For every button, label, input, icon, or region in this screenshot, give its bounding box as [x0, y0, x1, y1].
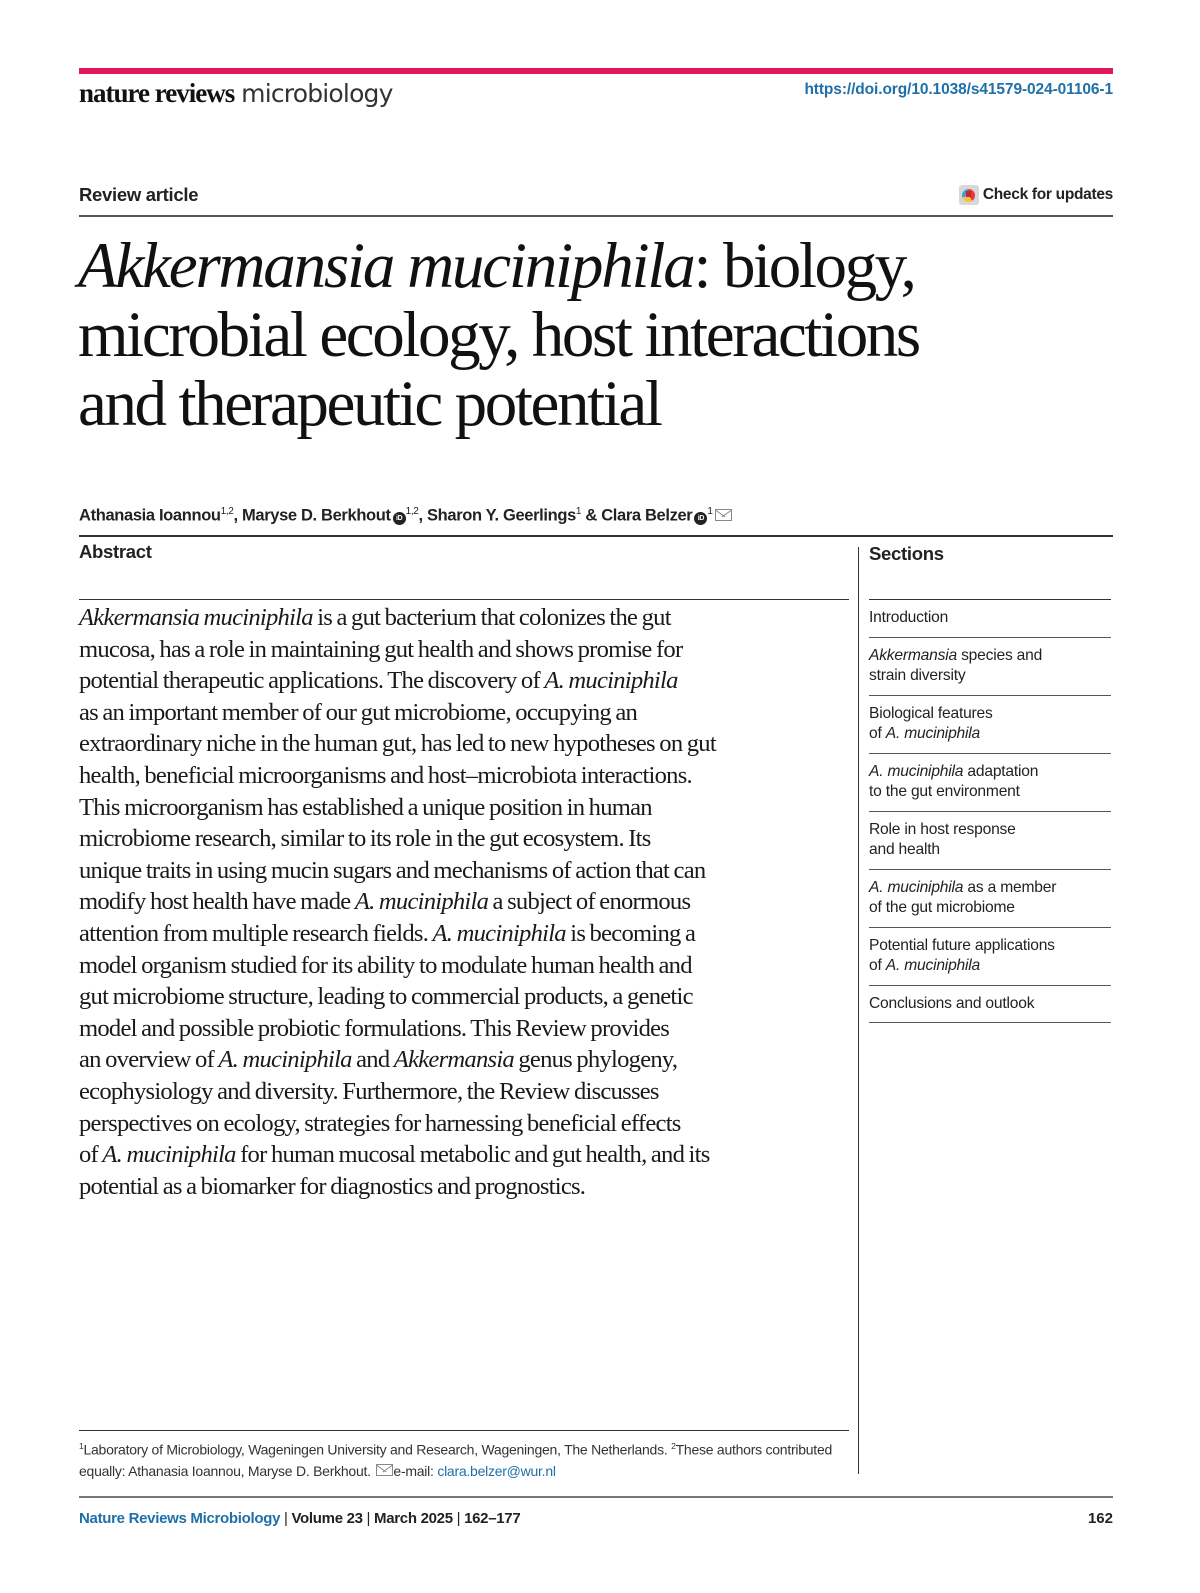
author-name[interactable]: Athanasia Ioannou	[79, 506, 221, 525]
author-separator: ,	[233, 506, 242, 525]
author-name[interactable]: Clara Belzer	[601, 506, 693, 525]
section-link[interactable]	[869, 600, 1111, 638]
section-link-label[interactable]	[869, 820, 1111, 861]
text-run: unique traits in using mucin sugars and mechanisms of action that can	[79, 856, 706, 884]
journal-name-light: microbiology	[241, 79, 393, 108]
author-separator: &	[581, 506, 602, 525]
abstract-line	[79, 823, 854, 855]
section-link-label[interactable]	[869, 608, 1111, 629]
italic-species-name: A. muciniphila	[102, 1141, 236, 1169]
text-run: as an important member of our gut microbiome, occupying an	[79, 698, 638, 726]
text-run: as a member	[963, 878, 1057, 896]
text-run: This microorganism has established a unique position in human	[79, 793, 652, 821]
italic-species-name: A. muciniphila	[218, 1046, 352, 1074]
column-divider	[858, 547, 859, 1474]
title-line3: and therapeutic potential	[78, 368, 661, 440]
text-run: modify host health have made	[79, 888, 355, 916]
abstract-divider	[79, 599, 849, 600]
text-run: potential therapeutic applications. The discovery of	[79, 667, 545, 695]
abstract-line	[79, 602, 854, 634]
text-run: and	[351, 1046, 394, 1074]
italic-species-name: A. muciniphila	[885, 725, 981, 742]
text-run: genus phylogeny,	[513, 1046, 678, 1074]
title-line1-rest: : biology,	[693, 230, 915, 302]
text-run: to the gut environment	[869, 783, 1020, 800]
author-name[interactable]: Sharon Y. Geerlings	[426, 506, 576, 525]
italic-species-name: A. muciniphila	[885, 957, 981, 974]
text-run: microbiome research, similar to its role in the gut ecosystem. Its	[79, 825, 651, 853]
abstract-line	[79, 918, 854, 950]
footer-volume: Volume 23	[291, 1510, 363, 1527]
section-link[interactable]	[869, 812, 1111, 870]
italic-species-name: A. muciniphila	[869, 762, 964, 780]
abstract-line	[79, 728, 854, 760]
text-run: mucosa, has a role in maintaining gut health and shows promise for	[79, 635, 683, 663]
text-run: of	[869, 957, 886, 974]
footer-journal-name[interactable]: Nature Reviews Microbiology	[79, 1510, 281, 1527]
affiliation-marker: 1	[707, 506, 713, 517]
article-title	[78, 232, 1138, 439]
affiliation-marker: 1	[575, 506, 582, 517]
section-link-label[interactable]	[869, 994, 1111, 1015]
text-run: Role in host response	[869, 820, 1016, 838]
text-run: Introduction	[869, 609, 949, 626]
italic-species-name: A. muciniphila	[432, 919, 566, 947]
journal-name-bold: nature reviews	[79, 78, 235, 108]
abstract-line	[79, 1139, 854, 1171]
italic-species-name: A. muciniphila	[354, 888, 489, 916]
section-link[interactable]	[869, 986, 1111, 1024]
text-run: of the gut microbiome	[869, 899, 1015, 916]
page-number: 162	[1087, 1510, 1113, 1527]
equal-contribution-note: These authors contributed equally: Athanasia Ioannou, Maryse D. Berkhout.	[79, 1441, 833, 1480]
text-run: of	[79, 1141, 103, 1169]
abstract-line	[79, 1108, 854, 1140]
text-run: Conclusions and outlook	[869, 994, 1035, 1012]
section-link-label[interactable]	[869, 936, 1111, 977]
abstract-line	[79, 634, 854, 666]
doi-link[interactable]: https://doi.org/10.1038/s41579-024-01106-1	[804, 81, 1113, 98]
title-line2: microbial ecology, host interactions	[78, 299, 919, 371]
text-run: for human mucosal metabolic and gut health, and its	[235, 1141, 710, 1169]
text-run: model organism studied for its ability to modulate human health and	[79, 951, 692, 979]
footer-divider	[79, 1496, 1113, 1498]
orcid-icon[interactable]: iD	[694, 512, 707, 525]
text-run: potential as a biomarker for diagnostics and prognostics.	[79, 1172, 586, 1200]
italic-species-name: Akkermansia	[393, 1046, 514, 1074]
section-link[interactable]	[869, 870, 1111, 928]
italic-species-name: Akkermansia muciniphila	[79, 604, 313, 631]
affil-marker-1: 1	[79, 1441, 84, 1451]
header-divider	[79, 215, 1113, 217]
text-run: a subject of enormous	[488, 888, 691, 916]
text-run: gut microbiome structure, leading to commercial products, a genetic	[79, 983, 693, 1011]
footer-date: March 2025	[374, 1510, 453, 1527]
section-link-label[interactable]	[869, 878, 1111, 919]
text-run: of	[869, 725, 886, 742]
text-run: and health	[869, 841, 940, 858]
text-run: model and possible probiotic formulations. This Review provides	[79, 1014, 670, 1042]
authors-divider	[79, 535, 1113, 537]
author-name[interactable]: Maryse D. Berkhout	[241, 506, 391, 525]
affiliation-marker: 1,2	[220, 506, 234, 517]
check-for-updates-label: Check for updates	[982, 186, 1113, 203]
text-run: extraordinary niche in the human gut, has led to new hypotheses on gut	[79, 730, 716, 758]
text-run: health, beneficial microorganisms and host–microbiota interactions.	[79, 761, 692, 789]
text-run: ecophysiology and diversity. Furthermore, the Review discusses	[79, 1077, 659, 1105]
check-for-updates-button[interactable]	[959, 185, 1113, 205]
sections-nav	[869, 599, 1111, 1023]
text-run: is a gut bacterium that colonizes the gut	[312, 604, 671, 631]
italic-species-name: A. muciniphila	[544, 667, 678, 695]
journal-logo	[79, 78, 393, 109]
text-run: perspectives on ecology, strategies for harnessing beneficial effects	[79, 1109, 681, 1137]
affiliation-marker: 1,2	[405, 506, 419, 517]
abstract-line	[79, 665, 854, 697]
text-run: attention from multiple research fields.	[79, 919, 433, 947]
abstract-line	[79, 950, 854, 982]
section-link[interactable]	[869, 754, 1111, 812]
abstract-line	[79, 1013, 854, 1045]
abstract-line	[79, 886, 854, 918]
footer-pages: 162–177	[464, 1510, 521, 1527]
journal-accent-bar	[79, 68, 1113, 74]
crossmark-icon	[959, 185, 979, 205]
author-list	[79, 506, 732, 526]
abstract-line	[79, 760, 854, 792]
envelope-icon	[376, 1464, 393, 1476]
text-run: an overview of	[79, 1046, 219, 1074]
text-run: Potential future applications	[869, 936, 1055, 954]
section-link-label[interactable]	[869, 704, 1111, 745]
text-run: adaptation	[963, 762, 1039, 780]
italic-species-name: A. muciniphila	[869, 878, 964, 896]
author-separator: ,	[418, 506, 427, 525]
section-link[interactable]	[869, 928, 1111, 986]
abstract-heading: Abstract	[79, 541, 152, 562]
affiliations-footnote	[79, 1436, 859, 1483]
abstract-line	[79, 981, 854, 1013]
footnote-divider	[79, 1430, 849, 1431]
article-type-label: Review article	[79, 184, 199, 205]
abstract-line	[79, 1171, 854, 1203]
text-run: is becoming a	[565, 919, 696, 947]
envelope-icon[interactable]	[715, 509, 732, 521]
text-run: species and	[956, 646, 1043, 664]
section-link[interactable]	[869, 696, 1111, 754]
text-run: strain diversity	[869, 667, 966, 684]
italic-species-name: Akkermansia	[869, 646, 957, 664]
text-run: Biological features	[869, 704, 993, 722]
section-link[interactable]	[869, 638, 1111, 696]
title-species-name: Akkermansia muciniphila	[78, 230, 694, 302]
section-link-label[interactable]	[869, 646, 1111, 687]
sections-heading: Sections	[869, 543, 944, 564]
affil-marker-2: 2	[671, 1441, 676, 1451]
abstract-line	[79, 1076, 854, 1108]
abstract-line	[79, 855, 854, 887]
citation-footer: Nature Reviews Microbiology | Volume 23 | March 2025 | 162–177	[79, 1510, 521, 1527]
section-link-label[interactable]	[869, 762, 1111, 803]
orcid-icon[interactable]: iD	[393, 512, 406, 525]
affiliation-1: Laboratory of Microbiology, Wageningen University and Research, Wageningen, The Netherlands.	[83, 1441, 672, 1458]
abstract-line	[79, 697, 854, 729]
abstract-line	[79, 792, 854, 824]
abstract-body	[79, 602, 854, 1202]
email-label: e-mail:	[393, 1463, 438, 1480]
abstract-line	[79, 1044, 854, 1076]
email-link[interactable]: clara.belzer@wur.nl	[437, 1463, 556, 1480]
